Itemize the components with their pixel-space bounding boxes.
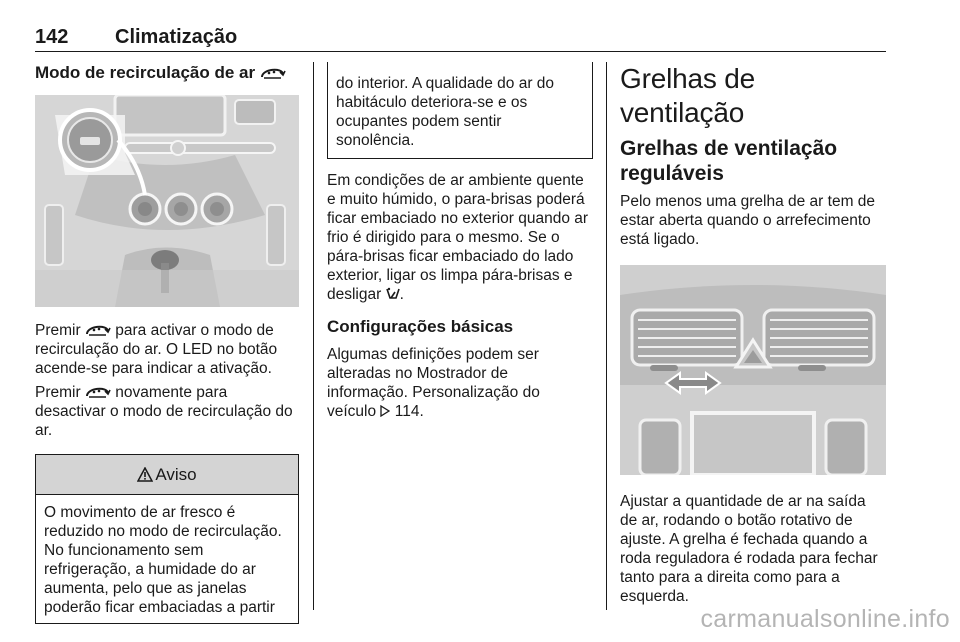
section-title-vents: Grelhas de ventilação bbox=[620, 63, 755, 128]
page-reference-icon bbox=[380, 405, 390, 417]
paragraph-vent-adjust: Ajustar a quantidade de ar na saída de ar, rodando o botão rotativo de ajuste. A grelha é fechada quando a roda reguladora é rodada para fechar tanto para a direita como para a esquerda. bbox=[620, 493, 878, 605]
column-left bbox=[35, 62, 299, 624]
warning-triangle-icon bbox=[137, 467, 153, 482]
section-subtitle-adjustable-vents: Grelhas de ventilação reguláveis bbox=[620, 137, 838, 185]
warning-box-continued bbox=[327, 62, 593, 159]
recirculation-icon bbox=[85, 323, 111, 337]
column-divider-1 bbox=[313, 62, 314, 610]
warning-text: O movimento de ar fresco é reduzido no modo de recirculação. No funcionamento sem refrigeração, a humidade do ar aumenta, pelo que as janelas poderão ficar embaciadas a partir bbox=[44, 504, 282, 616]
paragraph-windscreen: Em condições de ar ambiente quente e muito húmido, o para-brisas poderá ficar embaciado no exterior quando ar frio é dirigido para o mesmo. Se o pára-brisas ficar embaciado do lado exterior, ligar os limpa pára-brisas e desligar . bbox=[327, 172, 589, 303]
recirculation-icon bbox=[260, 66, 286, 80]
warning-title: Aviso bbox=[155, 464, 197, 484]
paragraph-settings: Algumas definições podem ser alteradas no Mostrador de informação. Personalização do veículo 114. bbox=[327, 346, 540, 420]
windscreen-demist-icon bbox=[386, 287, 400, 300]
warning-continued-text: do interior. A qualidade do ar do habitáculo deteriora-se e os ocupantes podem sentir sonolência. bbox=[336, 75, 555, 149]
page-number: 142 bbox=[35, 26, 69, 48]
watermark: carmanualsonline.info bbox=[700, 605, 950, 633]
paragraph-vent-open: Pelo menos uma grelha de ar tem de estar aberta quando o arrefecimento está ligado. bbox=[620, 193, 876, 248]
column-middle bbox=[327, 62, 593, 421]
column-divider-2 bbox=[606, 62, 607, 610]
paragraph-activate: Premir para activar o modo de recirculação do ar. O LED no botão acende-se para indicar a ativação. bbox=[35, 322, 278, 377]
air-vents-photo bbox=[620, 265, 886, 475]
warning-header bbox=[36, 455, 298, 495]
page-reference-link[interactable]: 114. bbox=[394, 403, 424, 420]
section-heading-recirculation: Modo de recirculação de ar bbox=[35, 62, 299, 84]
page-header bbox=[35, 22, 886, 52]
column-right bbox=[620, 62, 886, 606]
warning-box bbox=[35, 454, 299, 624]
chapter-title: Climatização bbox=[115, 26, 238, 48]
dashboard-controls-photo bbox=[35, 95, 299, 307]
paragraph-deactivate: Premir novamente para desactivar o modo de recirculação do ar. bbox=[35, 384, 293, 439]
recirculation-icon bbox=[85, 385, 111, 399]
section-heading-basic-settings: Configurações básicas bbox=[327, 317, 514, 336]
dashboard-illustration bbox=[35, 95, 299, 307]
air-vents-illustration bbox=[620, 265, 886, 475]
